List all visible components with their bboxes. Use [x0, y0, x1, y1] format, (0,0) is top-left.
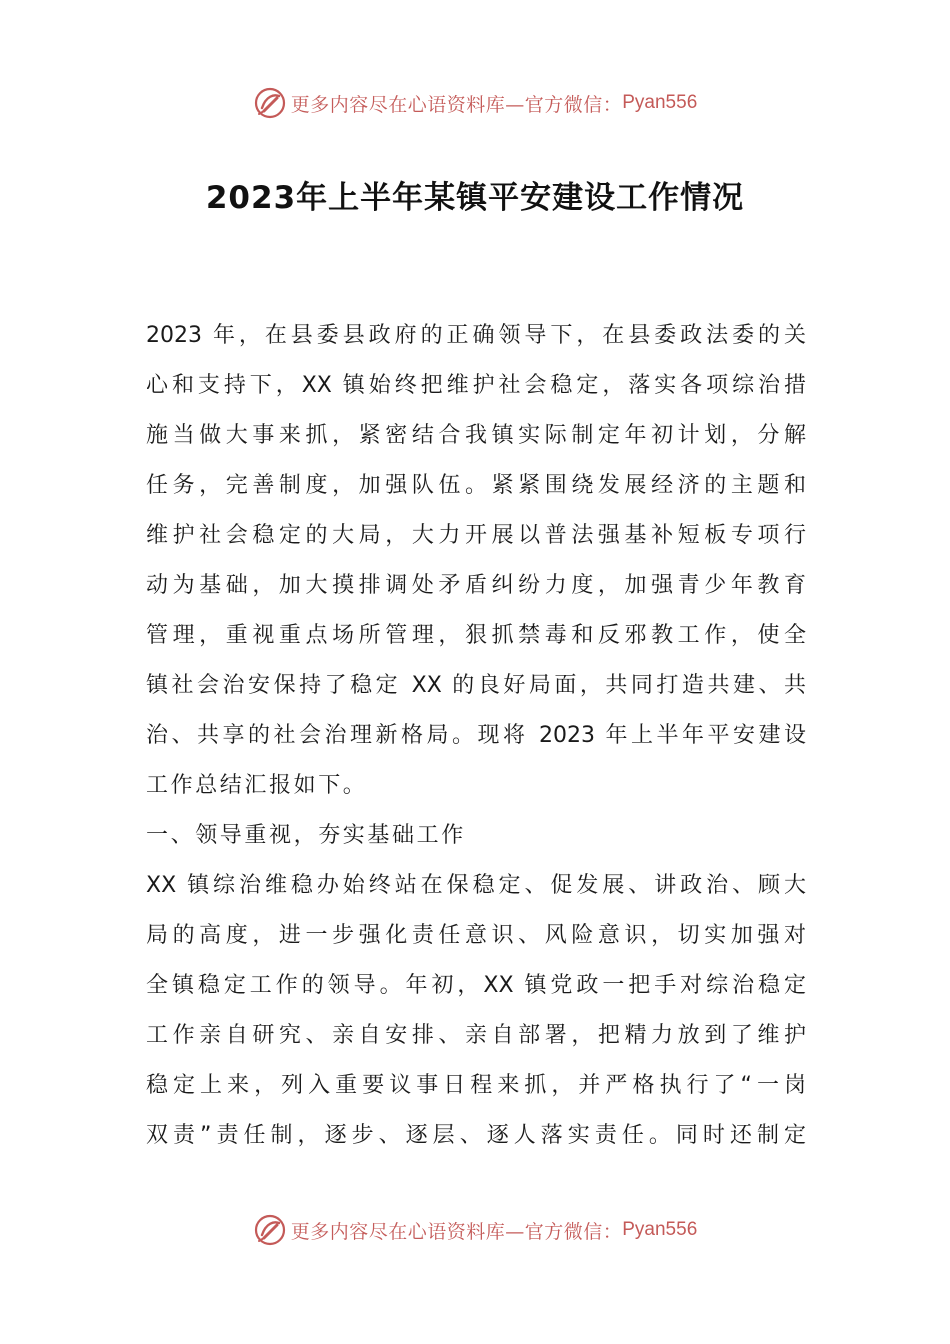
body-line: 稳定上来，列入重要议事日程来抓，并严格执行了“一岗 — [146, 1073, 806, 1098]
header-watermark — [0, 83, 950, 123]
body-line: 维护社会稳定的大局，大力开展以普法强基补短板专项行 — [146, 523, 806, 548]
body-line: 工作亲自研究、亲自安排、亲自部署，把精力放到了维护 — [146, 1023, 806, 1048]
body-line: 治、共享的社会治理新格局。现将 2023 年上半年平安建设 — [146, 723, 806, 748]
body-line: 镇社会治安保持了稳定 XX 的良好局面，共同打造共建、共 — [146, 673, 806, 698]
watermark-text: 更多内容尽在心语资料库—官方微信： — [290, 93, 623, 116]
body-line: 全镇稳定工作的领导。年初，XX 镇党政一把手对综治稳定 — [146, 973, 806, 998]
pen-logo-icon — [253, 1213, 287, 1247]
body-line: XX 镇综治维稳办始终站在保稳定、促发展、讲政治、顾大 — [146, 873, 806, 898]
body-line: 管理，重视重点场所管理，狠抓禁毒和反邪教工作，使全 — [146, 623, 806, 648]
watermark-text: 更多内容尽在心语资料库—官方微信： — [290, 1220, 623, 1243]
body-line: 动为基础，加大摸排调处矛盾纠纷力度，加强青少年教育 — [146, 573, 806, 598]
body-line: 心和支持下，XX 镇始终把维护社会稳定，落实各项综治措 — [146, 373, 806, 398]
body-line: 双责”责任制，逐步、逐层、逐人落实责任。同时还制定 — [146, 1123, 806, 1148]
watermark-wechat-id: Pyan556 — [622, 92, 698, 113]
body-line: 任务，完善制度，加强队伍。紧紧围绕发展经济的主题和 — [146, 473, 806, 498]
document-title: 2023年上半年某镇平安建设工作情况 — [205, 180, 745, 216]
body-line: 施当做大事来抓，紧密结合我镇实际制定年初计划，分解 — [146, 423, 806, 448]
pen-logo-icon — [253, 86, 287, 120]
document-body — [146, 311, 806, 1161]
section-heading: 一、领导重视，夯实基础工作 — [146, 823, 466, 848]
body-line: 局的高度，进一步强化责任意识、风险意识，切实加强对 — [146, 923, 806, 948]
footer-watermark — [0, 1210, 950, 1250]
body-line: 工作总结汇报如下。 — [146, 773, 368, 798]
body-line: 2023 年，在县委县政府的正确领导下，在县委政法委的关 — [146, 323, 806, 348]
watermark-wechat-id: Pyan556 — [622, 1219, 698, 1240]
